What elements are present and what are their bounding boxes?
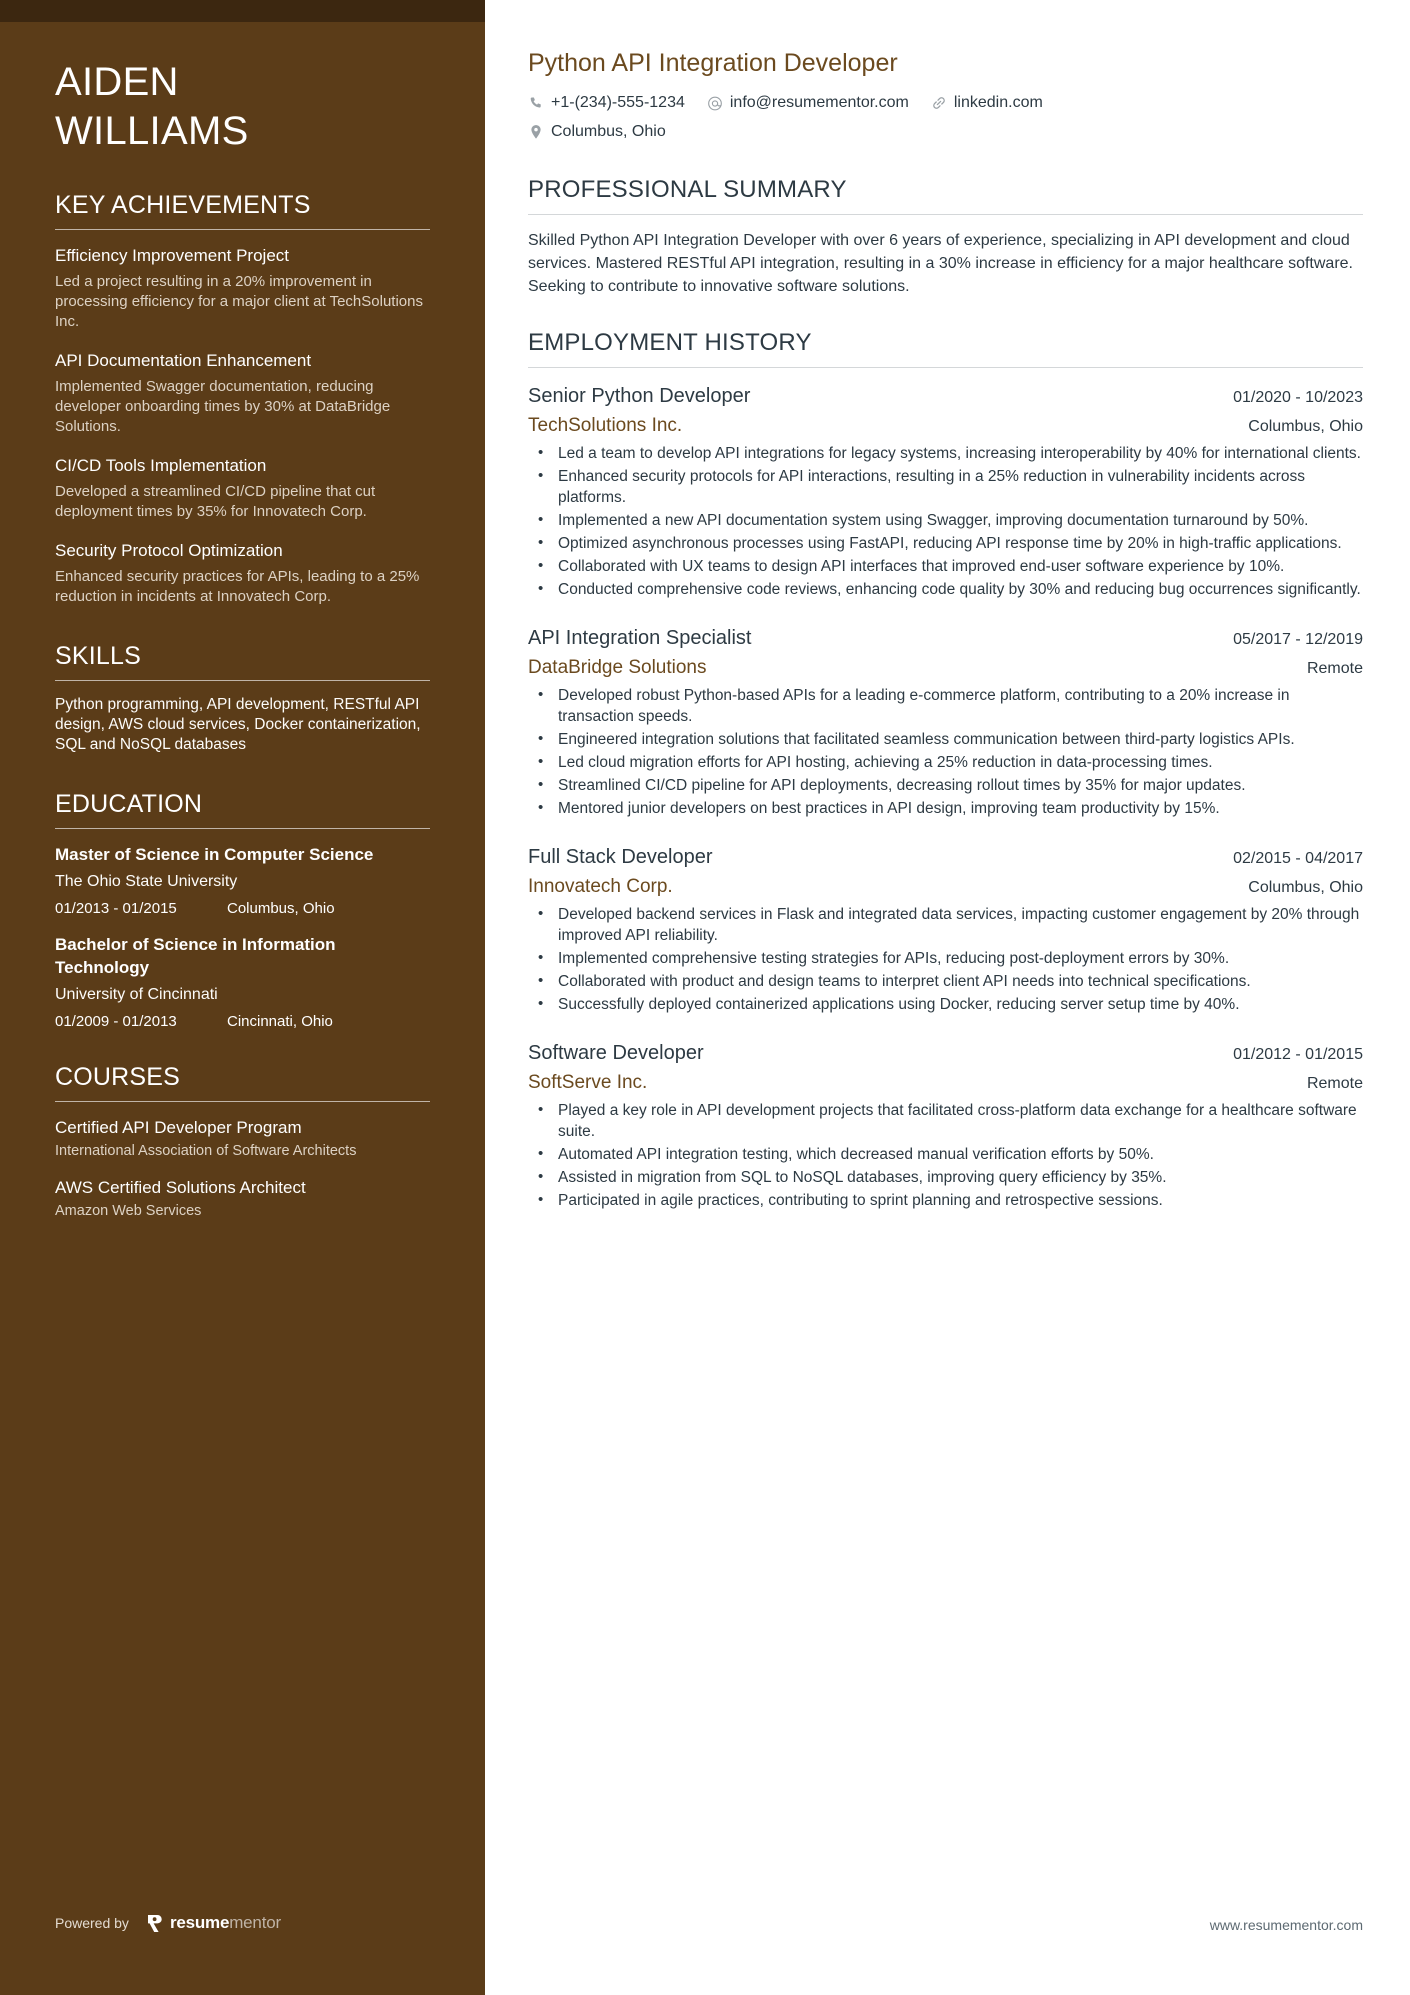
course-organization: Amazon Web Services xyxy=(55,1203,202,1219)
job-entry xyxy=(528,382,1363,600)
achievement-title: Security Protocol Optimization xyxy=(55,541,283,560)
candidate-name xyxy=(55,0,430,156)
achievement-title: CI/CD Tools Implementation xyxy=(55,456,267,475)
key-achievements-section xyxy=(55,190,430,607)
contact-location-text: Columbus, Ohio xyxy=(551,123,666,140)
divider xyxy=(55,1101,430,1102)
contact-row-primary xyxy=(528,90,1363,116)
job-subheader xyxy=(528,1070,1363,1096)
achievement-item xyxy=(55,244,430,332)
course-item xyxy=(55,1176,430,1221)
job-subheader xyxy=(528,874,1363,900)
job-bullet-list xyxy=(528,904,1363,1015)
divider xyxy=(528,367,1363,368)
job-bullet: • Led cloud migration efforts for API hosting, achieving a 25% reduction in data-processing times. xyxy=(528,752,1363,773)
divider xyxy=(55,680,430,681)
job-bullet: • Successfully deployed containerized applications using Docker, reducing server setup time by 40%. xyxy=(528,994,1363,1015)
job-company: Innovatech Corp. xyxy=(528,876,673,897)
job-role: Software Developer xyxy=(528,1042,704,1064)
job-bullet: • Assisted in migration from SQL to NoSQL databases, improving query efficiency by 35%. xyxy=(528,1167,1363,1188)
achievement-description: Developed a streamlined CI/CD pipeline that cut deployment times by 35% for Innovatech Corp. xyxy=(55,483,376,520)
education-dates: 01/2013 - 01/2015 xyxy=(55,900,177,917)
education-school: University of Cincinnati xyxy=(55,986,218,1003)
achievement-description: Led a project resulting in a 20% improvement in processing efficiency for a major client at TechSolutions Inc. xyxy=(55,273,423,330)
main-content xyxy=(485,0,1410,1995)
achievement-description: Implemented Swagger documentation, reducing developer onboarding times by 30% at DataBridge Solutions. xyxy=(55,378,391,435)
skills-heading: SKILLS xyxy=(55,642,141,670)
logo-word-mentor: mentor xyxy=(229,1913,281,1932)
course-organization: International Association of Software Architects xyxy=(55,1143,357,1159)
job-header xyxy=(528,843,1363,872)
job-bullet: • Engineered integration solutions that facilitated seamless communication between third-party logistics APIs. xyxy=(528,729,1363,750)
job-bullet-list xyxy=(528,685,1363,819)
job-bullet: • Implemented a new API documentation system using Swagger, improving documentation turnaround by 50%. xyxy=(528,510,1363,531)
courses-section xyxy=(55,1062,430,1221)
job-location: Remote xyxy=(1306,660,1363,677)
last-name: WILLIAMS xyxy=(55,109,249,153)
education-item xyxy=(55,843,430,919)
job-company: SoftServe Inc. xyxy=(528,1072,648,1093)
job-header xyxy=(528,624,1363,653)
divider xyxy=(55,229,430,230)
job-subheader xyxy=(528,413,1363,439)
achievement-description: Enhanced security practices for APIs, leading to a 25% reduction in incidents at Innovatech Corp. xyxy=(55,568,420,605)
phone-icon xyxy=(528,95,544,111)
footer-website-url: www.resumementor.com xyxy=(1209,1917,1363,1933)
sidebar-footer xyxy=(55,1913,281,1933)
achievement-item xyxy=(55,454,430,522)
contact-website-text: linkedin.com xyxy=(953,94,1043,111)
skills-list: Python programming, API development, RESTful API design, AWS cloud services, Docker containerization, SQL and NoSQL databases xyxy=(55,696,421,753)
job-entry xyxy=(528,624,1363,819)
job-dates: 05/2017 - 12/2019 xyxy=(1233,631,1363,648)
job-role: API Integration Specialist xyxy=(528,627,752,649)
course-item xyxy=(55,1116,430,1161)
achievement-item xyxy=(55,349,430,437)
logo-word-resume: resume xyxy=(169,1913,230,1932)
resumementor-logo-icon xyxy=(146,1914,165,1933)
resumementor-logo xyxy=(146,1913,281,1933)
job-company: TechSolutions Inc. xyxy=(528,415,683,436)
contact-row-secondary xyxy=(528,119,1363,145)
job-bullet: • Conducted comprehensive code reviews, enhancing code quality by 30% and reducing bug occurrences significantly. xyxy=(528,579,1363,600)
job-bullet: • Streamlined CI/CD pipeline for API deployments, decreasing rollout times by 35% for major updates. xyxy=(528,775,1363,796)
education-dates: 01/2009 - 01/2013 xyxy=(55,1013,177,1030)
education-location: Columbus, Ohio xyxy=(227,900,335,917)
link-icon xyxy=(931,95,947,111)
skills-section xyxy=(55,641,430,755)
job-header xyxy=(528,382,1363,411)
courses-heading: COURSES xyxy=(55,1063,181,1091)
professional-summary-section xyxy=(528,175,1363,298)
job-bullet: • Optimized asynchronous processes using FastAPI, reducing API response time by 20% in high-traffic applications. xyxy=(528,533,1363,554)
job-dates: 01/2020 - 10/2023 xyxy=(1233,389,1363,406)
achievement-title: Efficiency Improvement Project xyxy=(55,246,289,265)
job-entry xyxy=(528,843,1363,1015)
achievement-item xyxy=(55,539,430,607)
job-bullet: • Played a key role in API development projects that facilitated cross-platform data exchange for a healthcare software suite. xyxy=(528,1100,1363,1142)
job-bullet-list xyxy=(528,443,1363,600)
job-bullet: • Implemented comprehensive testing strategies for APIs, reducing post-deployment errors by 30%. xyxy=(528,948,1363,969)
education-meta xyxy=(55,899,430,919)
job-role: Full Stack Developer xyxy=(528,846,713,868)
education-section xyxy=(55,789,430,1032)
professional-summary-heading: PROFESSIONAL SUMMARY xyxy=(528,176,847,203)
employment-history-heading: EMPLOYMENT HISTORY xyxy=(528,329,812,356)
sidebar xyxy=(0,0,485,1995)
job-bullet: • Developed robust Python-based APIs for a leading e-commerce platform, contributing to a 20% increase in transaction speeds. xyxy=(528,685,1363,727)
job-bullet: • Led a team to develop API integrations for legacy systems, increasing interoperability by 40% for international clients. xyxy=(528,443,1363,464)
job-header xyxy=(528,1039,1363,1068)
education-meta xyxy=(55,1012,430,1032)
at-sign-icon xyxy=(707,95,723,111)
job-entry xyxy=(528,1039,1363,1211)
key-achievements-heading: KEY ACHIEVEMENTS xyxy=(55,191,311,219)
education-location: Cincinnati, Ohio xyxy=(227,1013,333,1030)
job-dates: 01/2012 - 01/2015 xyxy=(1233,1046,1363,1063)
divider xyxy=(528,214,1363,215)
map-pin-icon xyxy=(528,124,544,140)
powered-by-label: Powered by xyxy=(55,1915,129,1931)
job-location: Columbus, Ohio xyxy=(1248,879,1363,896)
contact-email[interactable] xyxy=(707,90,909,116)
first-name: AIDEN xyxy=(55,60,179,104)
job-bullet: • Collaborated with product and design teams to interpret client API needs into technical specifications. xyxy=(528,971,1363,992)
contact-location xyxy=(528,119,666,145)
job-role: Senior Python Developer xyxy=(528,385,751,407)
headline-job-title: Python API Integration Developer xyxy=(528,49,898,77)
job-subheader xyxy=(528,655,1363,681)
job-bullet: • Enhanced security protocols for API interactions, resulting in a 25% reduction in vulnerability incidents across platforms. xyxy=(528,466,1363,508)
contact-email-text: info@resumementor.com xyxy=(729,94,909,111)
job-bullet: • Mentored junior developers on best practices in API design, improving team productivity by 15%. xyxy=(528,798,1363,819)
education-degree: Bachelor of Science in Information Technology xyxy=(55,935,336,977)
job-location: Remote xyxy=(1306,1075,1363,1092)
professional-summary-text: Skilled Python API Integration Developer with over 6 years of experience, specializing in API development and cloud services. Mastered RESTful API integration, resulting in a 30% increase in efficiency for a major healthcare software. Seeking to contribute to innovative software solutions. xyxy=(528,232,1353,295)
job-location: Columbus, Ohio xyxy=(1248,418,1363,435)
sidebar-top-accent-bar xyxy=(0,0,485,22)
achievement-title: API Documentation Enhancement xyxy=(55,351,312,370)
contact-phone[interactable] xyxy=(528,90,685,116)
job-dates: 02/2015 - 04/2017 xyxy=(1233,850,1363,867)
employment-history-section xyxy=(528,328,1363,1211)
job-bullet: • Participated in agile practices, contributing to sprint planning and retrospective sessions. xyxy=(528,1190,1363,1211)
education-degree: Master of Science in Computer Science xyxy=(55,845,374,864)
divider xyxy=(55,828,430,829)
job-bullet: • Automated API integration testing, which decreased manual verification efforts by 50%. xyxy=(528,1144,1363,1165)
education-item xyxy=(55,933,430,1032)
resumementor-logo-text xyxy=(170,1913,281,1933)
course-title: AWS Certified Solutions Architect xyxy=(55,1178,306,1197)
course-title: Certified API Developer Program xyxy=(55,1118,302,1137)
contact-phone-text: +1-(234)-555-1234 xyxy=(551,94,685,111)
contact-website[interactable] xyxy=(931,90,1043,116)
education-school: The Ohio State University xyxy=(55,873,238,890)
job-company: DataBridge Solutions xyxy=(528,657,707,678)
job-bullet-list xyxy=(528,1100,1363,1211)
education-heading: EDUCATION xyxy=(55,790,203,818)
job-bullet: • Collaborated with UX teams to design API interfaces that improved end-user software experience by 10%. xyxy=(528,556,1363,577)
job-bullet: • Developed backend services in Flask and integrated data services, impacting customer engagement by 20% through improved API reliability. xyxy=(528,904,1363,946)
